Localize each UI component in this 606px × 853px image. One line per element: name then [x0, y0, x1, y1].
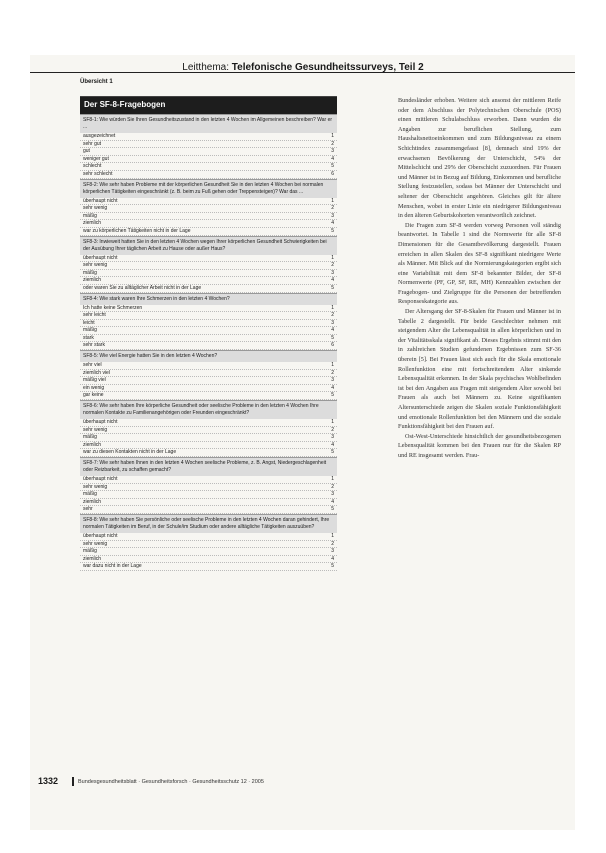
answer-label: sehr wenig [83, 205, 108, 212]
answer-label: mäßig [83, 212, 97, 219]
answer-option [80, 427, 337, 435]
answer-code: 3 [331, 269, 334, 276]
answer-code: 2 [331, 369, 334, 376]
answer-option [80, 491, 337, 499]
answer-code: 2 [331, 483, 334, 490]
answer-option [80, 377, 337, 385]
answer-option [80, 506, 337, 514]
answer-option [80, 563, 337, 571]
answer-code: 5 [331, 163, 334, 170]
answer-label: überhaupt nicht [83, 197, 118, 204]
answer-label: sehr viel [83, 362, 102, 369]
answer-label: ziemlich [83, 555, 102, 562]
answer-option [80, 270, 337, 278]
answer-label: mäßig [83, 269, 97, 276]
answer-label: weniger gut [83, 155, 109, 162]
answer-label: überhaupt nicht [83, 419, 118, 426]
answer-option [80, 419, 337, 427]
answer-option [80, 133, 337, 141]
answer-label: mäßig [83, 434, 97, 441]
answer-code: 1 [331, 476, 334, 482]
header-title: Telefonische Gesundheitssurveys, Teil 2 [231, 62, 424, 73]
answer-code: 3 [331, 148, 334, 155]
answer-option [80, 213, 337, 221]
answer-option [80, 484, 337, 492]
answer-option [80, 392, 337, 400]
answer-option [80, 541, 337, 549]
answer-label: sehr leicht [83, 312, 106, 319]
answer-option [80, 548, 337, 556]
answer-label: mäßig [83, 548, 97, 555]
answer-option [80, 370, 337, 378]
answer-code: 4 [331, 384, 334, 391]
answer-option [80, 320, 337, 328]
answer-code: 3 [331, 212, 334, 219]
answer-option [80, 220, 337, 228]
answer-code: 2 [331, 205, 334, 212]
answer-label: mäßig [83, 327, 97, 334]
answer-code: 2 [331, 140, 334, 147]
answer-code: 2 [331, 540, 334, 547]
answer-code: 3 [331, 548, 334, 555]
question-text: SF8-8: Wie sehr haben Sie persönliche oder seelische Probleme in den letzten 4 Wochen daran gehindert, Ihre normalen Tätigkeiten im Beruf, in der Schule/im Studium oder andere alltägliche Tätigkeiten auszuüben? [80, 514, 337, 533]
question-text: SF8-6: Wie sehr haben Ihre körperliche Gesundheit oder seelische Probleme in den letzten 4 Wochen Ihre normalen Kontakte zu Familienangehörigen oder Freunden eingeschränkt? [80, 400, 337, 419]
answer-code: 2 [331, 262, 334, 269]
body-paragraph: Bundesländer erhoben. Weitere sich ansonst der mittleren Reife oder dem Abschluss der Polytechnischen Oberschule (POS) einen mittleren Schulabschluss erworben. Dann wurden die Angaben zur beruflichen Stellung, zum Haushaltsnettoeinkommen und zum Bildungsniveau zu einem Schichtindex zusammengefasst [8], demnach sind 19% der erwachsenen Bevölkerung der Unterschicht, 54% der Mittelschicht und 29% der Oberschicht zuzuordnen. Für Frauen und Männer ist in Bezug auf Bildung, Einkommen und berufliche Stellung festzustellen, sodass bei Männer der Unterschicht und seltener der Oberschicht angehören. Gleiches gilt für ältere Menschen, wobei in erster Linie ein niedrigerer Bildungsniveau in den älteren Geburtskohorten verantwortlich zeichnet. [398, 97, 561, 220]
header-rule [30, 72, 575, 73]
answer-code: 4 [331, 155, 334, 162]
answer-code: 1 [331, 254, 334, 261]
answer-label: schlecht [83, 163, 102, 170]
answer-option [80, 148, 337, 156]
answer-option [80, 255, 337, 263]
answer-option [80, 442, 337, 450]
answer-option [80, 305, 337, 313]
answer-code: 1 [331, 532, 334, 539]
answer-label: ziemlich [83, 498, 102, 505]
answer-code: 3 [331, 491, 334, 498]
answer-label: sehr [83, 506, 93, 513]
question-text: SF8-4: Wie stark waren Ihre Schmerzen in den letzten 4 Wochen? [80, 293, 337, 305]
questionnaire-title: Der SF-8-Fragebogen [80, 97, 337, 114]
answer-label: mäßig viel [83, 377, 106, 384]
journal-citation: Bundesgesundheitsblatt · Gesundheitsforsch · Gesundheitsschutz 12 · 2005 [78, 779, 264, 785]
answer-code: 1 [331, 362, 334, 369]
answer-option [80, 312, 337, 320]
answer-label: ausgezeichnet [83, 133, 116, 139]
answer-code: 4 [331, 220, 334, 227]
answer-option [80, 499, 337, 507]
body-paragraph: Der Altersgang der SF-8-Skalen für Frauen und Männer ist in Tabelle 2 dargestellt. Für beide Geschlechter nehmen mit steigendem Alter die Lebensqualität in allen körperlichen und in der Vitalitätsskala signifikant ab. Dieses Ergebnis stimmt mit den in zahlreichen Studien gefundenen Ergebnissen zum SF-36 überein [5]. Bei Frauen lässt sich auch für die Skala emotionale Rollenfunktion eine mit fortschreitendem Alter sinkende Lebensqualität erkennen. In der Skala psychisches Wohlbefinden ist bei den Angaben aus Fragen mit steigendem Alter sowohl bei Frauen als auch bei Männern zu. Keine signifikanten Altersunterschiede zeigen die Skalen soziale Funktionsfähigkeit und emotionale Rollenfunktion bei den Männern und die soziale Funktionsfähigkeit bei den Frauen auf. [398, 308, 561, 431]
answer-option [80, 171, 337, 179]
answer-code: 2 [331, 312, 334, 319]
answer-option [80, 385, 337, 393]
answer-option [80, 156, 337, 164]
answer-option [80, 342, 337, 350]
answer-label: mäßig [83, 491, 97, 498]
footer-divider [72, 777, 74, 786]
answer-option [80, 556, 337, 564]
question-text: SF8-3: Inwieweit hatten Sie in den letzten 4 Wochen wegen Ihrer körperlichen Gesundheit Schwierigkeiten bei der Ausübung Ihrer täglichen Arbeit zu Hause oder außer Haus? [80, 236, 337, 255]
answer-option [80, 163, 337, 171]
answer-label: oder waren Sie zu alltäglicher Arbeit nicht in der Lage [83, 284, 202, 291]
answer-code: 4 [331, 441, 334, 448]
answer-code: 1 [331, 133, 334, 139]
answer-code: 3 [331, 319, 334, 326]
answer-code: 5 [331, 392, 334, 399]
answer-option [80, 277, 337, 285]
answer-code: 5 [331, 334, 334, 341]
answer-code: 5 [331, 227, 334, 234]
answer-code: 5 [331, 449, 334, 456]
answer-code: 1 [331, 419, 334, 426]
answer-code: 4 [331, 498, 334, 505]
overview-label: Übersicht 1 [80, 79, 113, 85]
answer-label: überhaupt nicht [83, 254, 118, 261]
answer-code: 6 [331, 342, 334, 349]
answer-label: ziemlich [83, 220, 102, 227]
answer-label: war zu körperlichen Tätigkeiten nicht in der Lage [83, 227, 191, 234]
answer-option [80, 362, 337, 370]
answer-code: 3 [331, 377, 334, 384]
answer-option [80, 285, 337, 293]
answer-option [80, 335, 337, 343]
answer-code: 1 [331, 304, 334, 311]
answer-label: war dazu nicht in der Lage [83, 563, 142, 570]
answer-code: 6 [331, 170, 334, 177]
answer-label: sehr wenig [83, 540, 108, 547]
answer-label: sehr wenig [83, 262, 108, 269]
answer-code: 5 [331, 506, 334, 513]
answer-code: 1 [331, 197, 334, 204]
question-list [80, 114, 337, 571]
answer-code: 2 [331, 426, 334, 433]
answer-label: leicht [83, 319, 95, 326]
answer-option [80, 205, 337, 213]
questionnaire-box [80, 96, 337, 750]
answer-option [80, 262, 337, 270]
question-text: SF8-1: Wie würden Sie Ihren Gesundheitszustand in den letzten 4 Wochen im Allgemeinen beschreiben? War er ... [80, 114, 337, 133]
answer-label: Ich hatte keine Schmerzen [83, 304, 143, 311]
header-prefix: Leitthema: [182, 62, 232, 73]
answer-option [80, 198, 337, 206]
answer-label: überhaupt nicht [83, 532, 118, 539]
answer-label: ziemlich viel [83, 369, 110, 376]
answer-code: 4 [331, 555, 334, 562]
body-paragraph: Die Fragen zum SF-8 werden vorweg Personen voll ständig beantwortet. In Tabelle 1 sind die Normwerte für alle SF-8 Dimensionen für die Gesamtbevölkerung dargestellt. Frauen erreichen in allen Skalen des SF-8 signifikant niedrigere Werte als Männer. Mit Blick auf die Normierungskategorien ergibt sich eine Variabilität mit dem SF-8 bekannter Bilder, der SF-8 Normenwerte (PF, GP, SF, RE, MH) Kennzahlen zwischen der Fragebogen- und Zielgruppe für die Personen der betreffenden Responseskategorie aus. [398, 221, 561, 306]
answer-code: 4 [331, 277, 334, 284]
question-text: SF8-2: Wie sehr haben Probleme mit der körperlichen Gesundheit Sie in den letzten 4 Wochen bei normalen körperlichen Tätigkeiten eingeschränkt (z. B. beim zu Fuß gehen oder Treppensteigen)? War das ... [80, 179, 337, 198]
answer-label: ziemlich [83, 277, 102, 284]
page-number: 1332 [38, 776, 59, 786]
answer-option [80, 228, 337, 236]
answer-code: 4 [331, 327, 334, 334]
answer-code: 5 [331, 284, 334, 291]
answer-option [80, 434, 337, 442]
question-text: SF8-5: Wie viel Energie hatten Sie in den letzten 4 Wochen? [80, 350, 337, 362]
answer-label: sehr schlecht [83, 170, 113, 177]
answer-label: überhaupt nicht [83, 476, 118, 482]
answer-label: sehr gut [83, 140, 102, 147]
answer-code: 5 [331, 563, 334, 570]
answer-option [80, 449, 337, 457]
answer-label: sehr wenig [83, 483, 108, 490]
answer-option [80, 141, 337, 149]
body-text-column [398, 96, 561, 461]
answer-label: gut [83, 148, 90, 155]
answer-label: ziemlich [83, 441, 102, 448]
answer-option [80, 327, 337, 335]
answer-label: sehr stark [83, 342, 105, 349]
answer-label: stark [83, 334, 94, 341]
answer-label: ein wenig [83, 384, 105, 391]
answer-label: gar keine [83, 392, 104, 399]
answer-label: war zu diesen Kontakten nicht in der Lage [83, 449, 177, 456]
question-text: SF8-7: Wie sehr haben Ihnen in den letzten 4 Wochen seelische Probleme, z. B. Angst, Niedergeschlagenheit oder Reizbarkeit, zu schaffen gemacht? [80, 457, 337, 476]
answer-option [80, 533, 337, 541]
answer-code: 3 [331, 434, 334, 441]
body-paragraph: Ost-West-Unterschiede hinsichtlich der gesundheitsbezogenen Lebensqualität kommen bei den Frauen nur für die Skalen RP und RE insgesamt werden. Frau- [398, 432, 561, 459]
answer-option [80, 476, 337, 484]
answer-label: sehr wenig [83, 426, 108, 433]
